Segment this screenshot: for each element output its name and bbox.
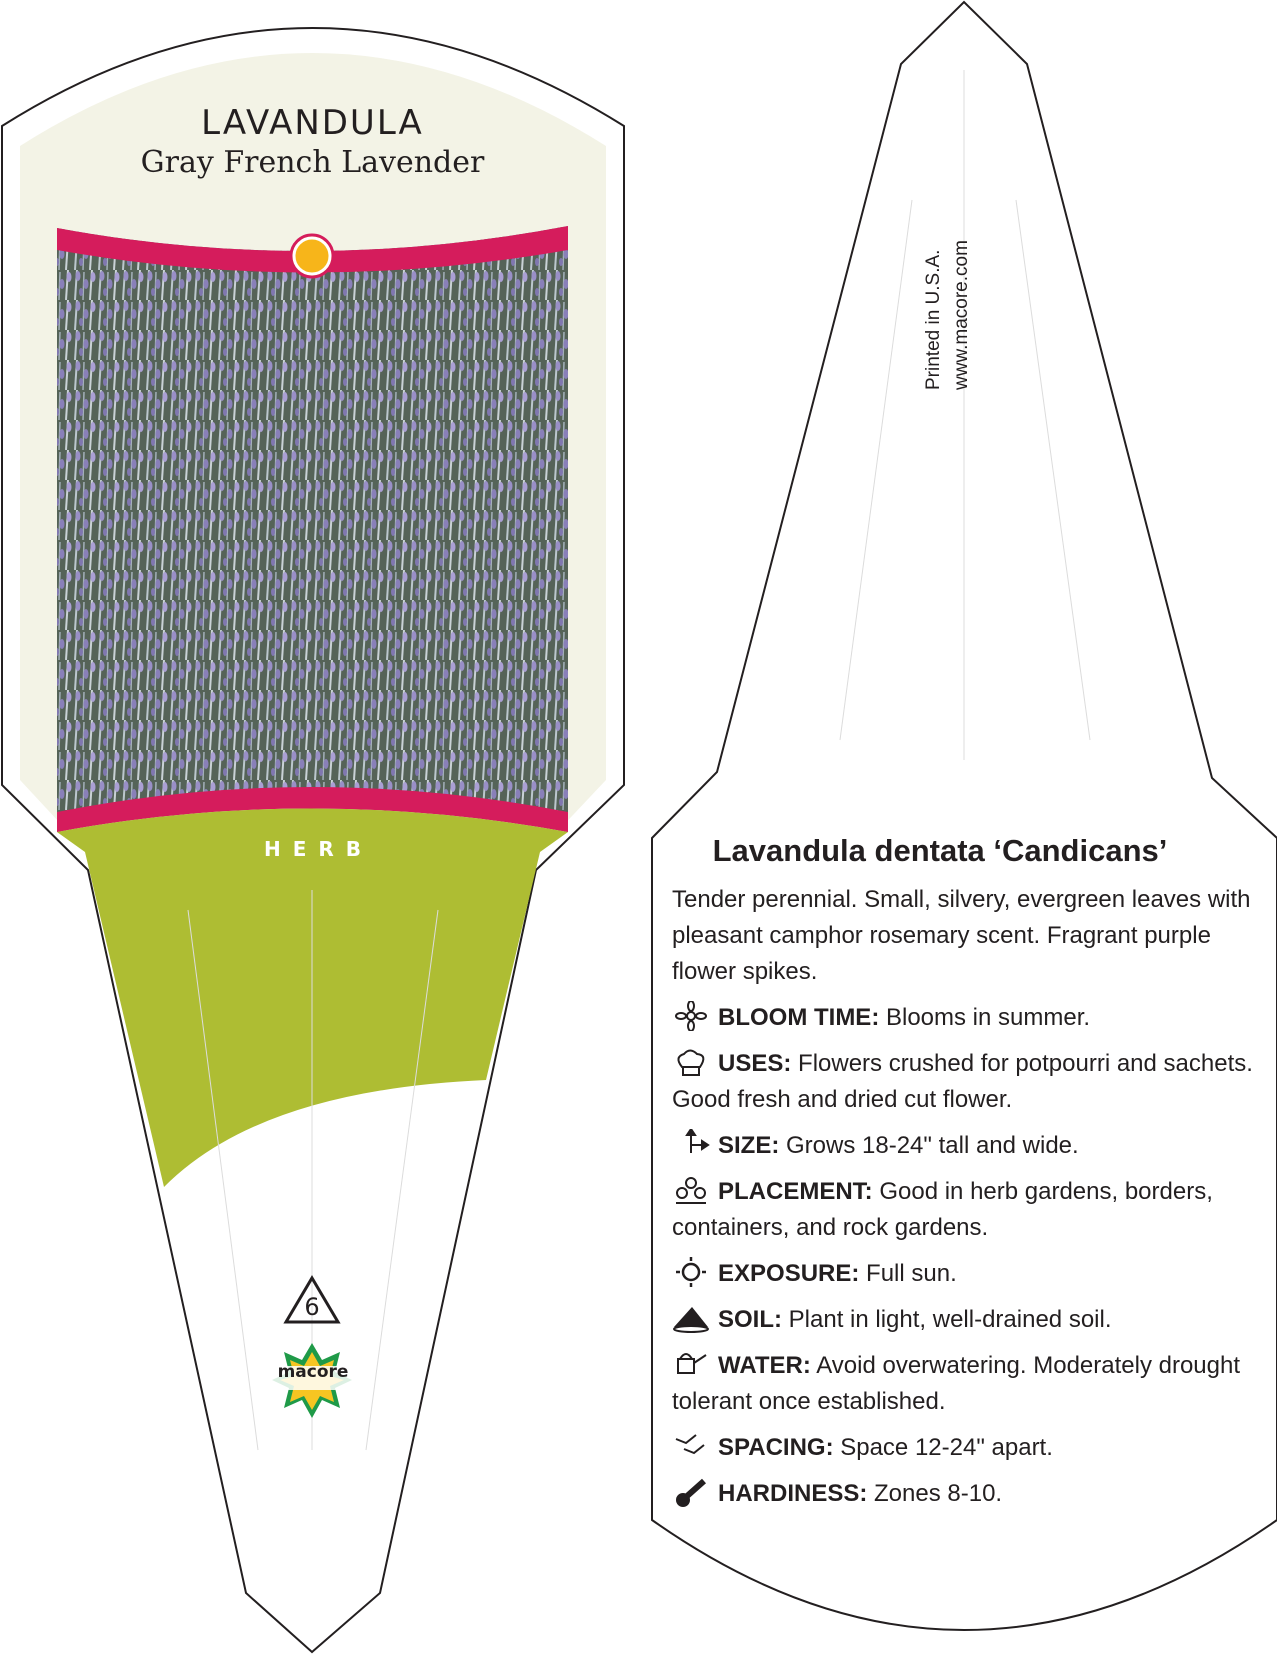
printed-info bbox=[920, 240, 976, 390]
care-item-placement: PLACEMENT: Good in herb gardens, borders, containers, and rock gardens. bbox=[672, 1174, 1272, 1246]
watering-can-icon bbox=[672, 1349, 710, 1379]
care-item-bloom: BLOOM TIME: Blooms in summer. bbox=[672, 1000, 1272, 1036]
care-item-spacing: SPACING: Space 12-24" apart. bbox=[672, 1430, 1272, 1466]
soil-icon bbox=[672, 1303, 710, 1333]
care-item-soil: SOIL: Plant in light, well-drained soil. bbox=[672, 1302, 1272, 1338]
size-icon bbox=[672, 1129, 710, 1159]
care-info bbox=[672, 882, 1272, 1522]
printed-in: Printed in U.S.A. bbox=[923, 249, 944, 390]
scientific-name: Lavandula dentata ‘Candicans’ bbox=[712, 833, 1168, 868]
genus-title: LAVANDULA bbox=[201, 103, 424, 143]
care-item-water: WATER: Avoid overwatering. Moderately drought tolerant once established. bbox=[672, 1348, 1272, 1420]
care-item-exposure: EXPOSURE: Full sun. bbox=[672, 1256, 1272, 1292]
flower-bed-icon bbox=[672, 1175, 710, 1205]
logo-text: macore bbox=[277, 1362, 349, 1382]
care-item-size: SIZE: Grows 18-24" tall and wide. bbox=[672, 1128, 1272, 1164]
website: www.macore.com bbox=[951, 240, 972, 390]
spacing-icon bbox=[672, 1431, 710, 1461]
category-label: HERB bbox=[263, 837, 374, 861]
care-item-hardiness: HARDINESS: Zones 8-10. bbox=[672, 1476, 1272, 1512]
recycle-number: 6 bbox=[304, 1293, 320, 1321]
thermometer-icon bbox=[672, 1477, 710, 1507]
common-name: Gray French Lavender bbox=[140, 145, 485, 180]
sun-icon bbox=[672, 1257, 710, 1287]
care-item-uses: USES: Flowers crushed for potpourri and sachets. Good fresh and dried cut flower. bbox=[672, 1046, 1272, 1118]
chef-hat-icon bbox=[672, 1047, 710, 1077]
flower-icon bbox=[672, 1001, 710, 1031]
description: Tender perennial. Small, silvery, evergreen leaves with pleasant camphor rosemary scent. Fragrant purple flower spikes. bbox=[672, 886, 1251, 985]
